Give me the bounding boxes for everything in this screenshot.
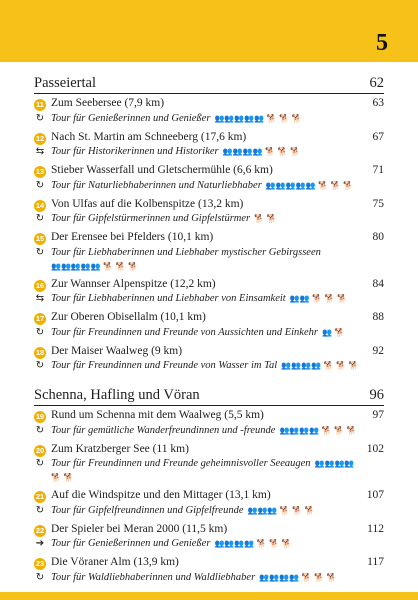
entry-page: 117 xyxy=(367,556,384,568)
entry-page: 84 xyxy=(372,277,384,290)
toc-entry[interactable] xyxy=(34,555,384,585)
difficulty-pictograms: 👥👥👥 🐕 🐕 🐕 xyxy=(247,505,315,515)
entry-page: 92 xyxy=(372,344,384,357)
tour-description: Tour für Genießerinnen und Genießer xyxy=(51,538,211,549)
route-type-icon: ↻ xyxy=(35,504,45,516)
route-type-icon: ⇆ xyxy=(35,293,45,304)
entry-title: Zum Kratzberger See (11 km) xyxy=(51,442,189,455)
difficulty-pictograms: 👥👥👥👥 xyxy=(314,459,355,468)
entry-page: 63 xyxy=(372,97,384,109)
entry-title: Auf die Windspitze und den Mittager (13,1 km) xyxy=(51,489,271,501)
table-of-contents xyxy=(34,75,384,589)
route-type-icon: ↻ xyxy=(35,424,45,436)
entry-title: Nach St. Martin am Schneeberg (17,6 km) xyxy=(51,130,247,143)
entry-title: Der Spieler bei Meran 2000 (11,5 km) xyxy=(51,522,228,535)
toc-entry[interactable] xyxy=(34,408,384,438)
tour-description: Tour für Freundinnen und Freunde geheimnisvoller Seeaugen xyxy=(51,458,311,469)
route-type-icon: ↻ xyxy=(35,458,45,469)
section-heading[interactable] xyxy=(34,75,384,94)
route-type-icon: ↻ xyxy=(35,179,45,191)
entry-title: Die Vöraner Alm (13,9 km) xyxy=(51,556,179,568)
entry-title: Der Erensee bei Pfelders (10,1 km) xyxy=(51,231,214,243)
tour-number-badge: 18 xyxy=(35,347,45,357)
entry-title: Zur Wannser Alpenspitze (12,2 km) xyxy=(51,277,216,290)
toc-entry[interactable] xyxy=(34,163,384,193)
route-type-icon: ↻ xyxy=(35,246,45,258)
entry-page: 88 xyxy=(372,311,384,323)
difficulty-pictograms: 👥👥👥👥 🐕 🐕 🐕 xyxy=(259,572,337,582)
tour-number-badge: 21 xyxy=(35,492,45,501)
entry-page: 102 xyxy=(366,442,384,455)
toc-entry[interactable] xyxy=(34,442,384,485)
tour-description: Tour für Freundinnen und Freunde von Aussichten und Einkehr xyxy=(51,326,318,338)
tour-description: Tour für Waldliebhaberinnen und Waldliebhaber xyxy=(51,571,256,583)
entry-page: 80 xyxy=(372,231,384,243)
entry-page: 97 xyxy=(372,409,384,421)
tour-description: Tour für Genießerinnen und Genießer xyxy=(51,112,211,124)
route-type-icon: ⇆ xyxy=(35,146,45,157)
difficulty-pictograms: 👥👥👥👥 🐕 🐕 🐕 xyxy=(214,539,292,548)
section-title: Passeiertal xyxy=(34,75,97,91)
entry-page: 107 xyxy=(366,489,384,501)
footer-band xyxy=(0,592,418,600)
difficulty-pictograms: 👥👥👥👥👥 🐕 🐕 🐕 xyxy=(214,113,302,123)
tour-number-badge: 17 xyxy=(35,314,45,323)
header-band xyxy=(0,0,418,62)
toc-entry[interactable] xyxy=(34,130,384,160)
difficulty-pictograms-continued: 👥👥👥👥👥 🐕 🐕 🐕 xyxy=(51,261,139,271)
difficulty-pictograms: 👥 🐕 xyxy=(321,327,345,337)
tour-number-badge: 12 xyxy=(35,133,45,143)
route-type-icon: ↻ xyxy=(35,326,45,338)
difficulty-pictograms-continued: 🐕 🐕 xyxy=(51,473,74,482)
tour-description: Tour für Naturliebhaberinnen und Naturliebhaber xyxy=(51,179,262,191)
tour-description: Tour für gemütliche Wanderfreundinnen und -freunde xyxy=(51,424,276,436)
toc-entry[interactable] xyxy=(34,197,384,227)
tour-number-badge: 14 xyxy=(35,200,45,210)
tour-description: Tour für Gipfelstürmerinnen und Gipfelstürmer xyxy=(51,213,251,224)
difficulty-pictograms: 👥👥 🐕 🐕 🐕 xyxy=(289,294,348,303)
tour-number-badge: 20 xyxy=(35,445,45,455)
entry-title: Von Ulfas auf die Kolbenspitze (13,2 km) xyxy=(51,197,244,210)
section-page: 62 xyxy=(369,75,384,91)
route-type-icon: ↻ xyxy=(35,360,45,371)
entry-page: 67 xyxy=(372,130,384,143)
route-type-icon: ↻ xyxy=(35,112,45,124)
tour-description: Tour für Liebhaberinnen und Liebhaber von Einsamkeit xyxy=(51,293,286,304)
entry-title: Stieber Wasserfall und Gletschermühle (6,6 km) xyxy=(51,164,273,176)
tour-number-badge: 11 xyxy=(34,99,46,111)
section-page: 96 xyxy=(369,387,384,403)
entry-page: 71 xyxy=(372,164,384,176)
route-type-icon: ↻ xyxy=(35,213,45,224)
tour-number-badge: 22 xyxy=(35,525,45,535)
tour-description: Tour für Historikerinnen und Historiker xyxy=(51,146,219,157)
difficulty-pictograms: 👥👥👥👥👥 🐕 🐕 🐕 xyxy=(265,180,354,190)
tour-description: Tour für Liebhaberinnen und Liebhaber mystischer Gebirgsseen xyxy=(51,246,321,258)
toc-entry[interactable] xyxy=(34,488,384,518)
difficulty-pictograms: 👥👥👥👥 🐕 🐕 🐕 xyxy=(222,147,300,156)
entry-page: 75 xyxy=(372,197,384,210)
toc-entry[interactable] xyxy=(34,277,384,307)
tour-number-badge: 19 xyxy=(35,412,45,421)
entry-title: Der Maiser Waalweg (9 km) xyxy=(51,344,183,357)
tour-number-badge: 15 xyxy=(35,234,45,243)
entry-page: 112 xyxy=(367,522,384,535)
toc-entry[interactable] xyxy=(34,344,384,374)
toc-entry[interactable] xyxy=(34,230,384,273)
entry-title: Rund um Schenna mit dem Waalweg (5,5 km) xyxy=(51,409,264,421)
route-type-icon: ➔ xyxy=(35,538,45,549)
difficulty-pictograms: 🐕 🐕 xyxy=(254,214,277,223)
entry-title: Zum Seebersee (7,9 km) xyxy=(51,97,165,109)
section-title: Schenna, Hafling und Vöran xyxy=(34,387,200,403)
tour-number-badge: 23 xyxy=(35,559,45,568)
section-heading[interactable] xyxy=(34,387,384,406)
toc-entry[interactable] xyxy=(34,522,384,552)
route-type-icon: ↻ xyxy=(35,571,45,583)
tour-description: Tour für Freundinnen und Freunde von Wasser im Tal xyxy=(51,360,278,371)
toc-entry[interactable] xyxy=(34,96,384,126)
tour-number-badge: 16 xyxy=(35,280,45,290)
page-number: 5 xyxy=(376,30,388,56)
toc-entry[interactable] xyxy=(34,310,384,340)
tour-number-badge: 13 xyxy=(35,167,45,176)
entry-title: Zur Oberen Obisellalm (10,1 km) xyxy=(51,311,206,323)
difficulty-pictograms: 👥👥👥👥 🐕 🐕 🐕 xyxy=(279,425,357,435)
tour-description: Tour für Gipfelfreundinnen und Gipfelfreunde xyxy=(51,504,244,516)
difficulty-pictograms: 👥👥👥👥 🐕 🐕 🐕 xyxy=(281,361,359,370)
